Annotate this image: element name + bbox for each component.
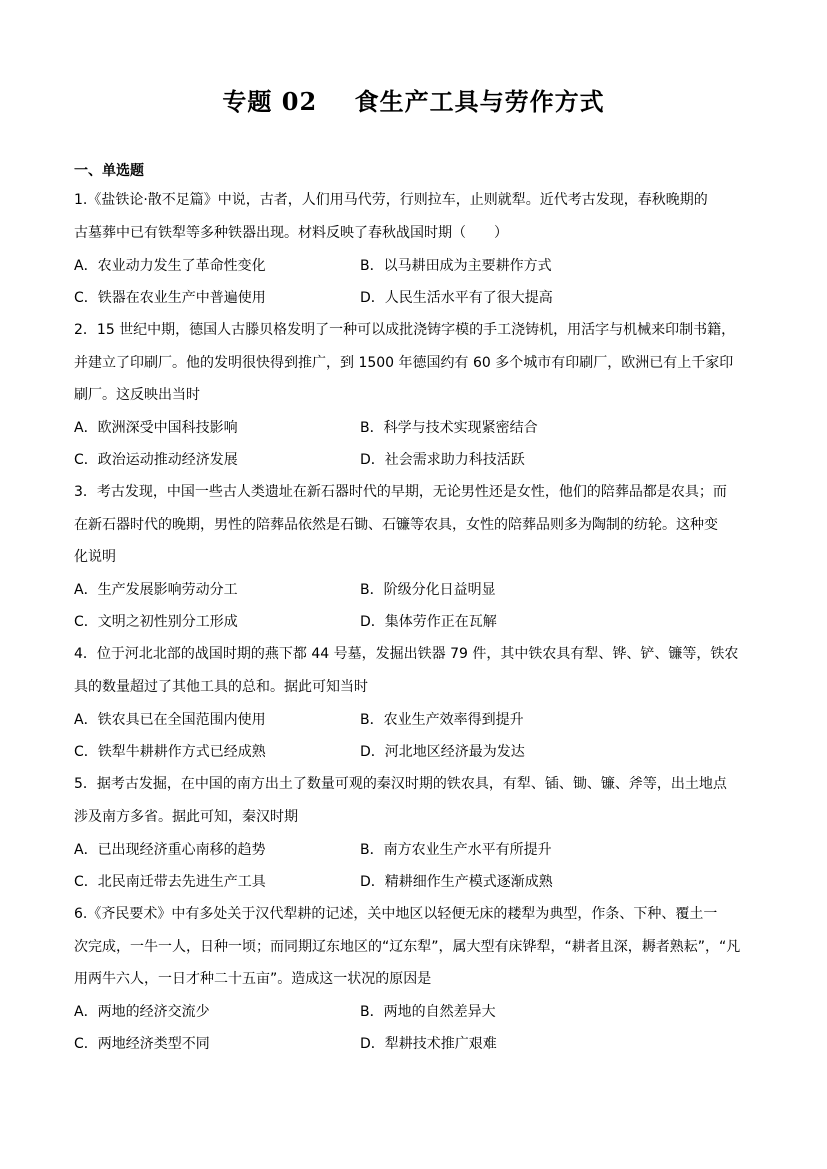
question-1-option-c: C．铁器在农业生产中普遍使用: [74, 290, 266, 306]
question-text-line: 化说明: [74, 549, 116, 565]
question-1-option-b: B．以马耕田成为主要耕作方式: [360, 258, 552, 274]
question-1-stem: [74, 184, 754, 249]
question-4-option-d: D．河北地区经济最为发达: [360, 744, 525, 760]
question-2-option-c: C．政治运动推动经济发展: [74, 452, 238, 468]
question-text-line: 具的数量超过了其他工具的总和。据此可知当时: [74, 678, 368, 695]
question-4-stem: [74, 638, 754, 703]
question-text-line: 在新石器时代的晚期，男性的陪葬品依然是石锄、石镰等农具，女性的陪葬品则多为陶制的纺轮。这种变: [74, 516, 718, 533]
question-3-option-d: D．集体劳作正在瓦解: [360, 614, 497, 630]
question-2-option-a: A．欧洲深受中国科技影响: [74, 420, 238, 436]
question-text-line: 6.《齐民要术》中有多处关于汉代犁耕的记述，关中地区以轻便无床的耧犁为典型，作条、下种、覆土一: [74, 906, 718, 922]
question-5-option-a: A．已出现经济重心南移的趋势: [74, 842, 266, 858]
question-4-option-b: B．农业生产效率得到提升: [360, 712, 524, 728]
question-1-option-a: A．农业动力发生了革命性变化: [74, 258, 266, 274]
question-6-stem: [74, 898, 754, 996]
question-1-option-d: D．人民生活水平有了很大提高: [360, 290, 553, 306]
question-5-option-b: B．南方农业生产水平有所提升: [360, 842, 552, 858]
question-text-line: 次完成，一牛一人，日种一顷；而同期辽东地区的“辽东犁”，属大型有床铧犁，“耕者且深，耨者熟耘”，“凡: [74, 938, 741, 955]
page-title: 专题 02 食生产工具与劳作方式: [222, 87, 605, 116]
question-text-line: 5．据考古发掘，在中国的南方出土了数量可观的秦汉时期的铁农具，有犁、锸、锄、镰、斧等，出土地点: [74, 776, 727, 792]
question-2-stem: [74, 314, 754, 412]
question-6-option-d: D．犁耕技术推广艰难: [360, 1036, 497, 1052]
question-3-option-c: C．文明之初性别分工形成: [74, 614, 238, 630]
question-4-option-c: C．铁犁牛耕耕作方式已经成熟: [74, 744, 266, 760]
question-4-option-a: A．铁农具已在全国范围内使用: [74, 712, 266, 728]
question-text-line: 用两牛六人，一日才种二十五亩”。造成这一状况的原因是: [74, 971, 432, 987]
question-6-option-c: C．两地经济类型不同: [74, 1036, 210, 1052]
question-text-line: 并建立了印刷厂。他的发明很快得到推广，到 1500 年德国约有 60 多个城市有印刷厂，欧洲已有上千家印: [74, 354, 734, 371]
question-2-option-d: D．社会需求助力科技活跃: [360, 452, 525, 468]
section-heading: 一、单选题: [74, 163, 144, 179]
question-2-option-b: B．科学与技术实现紧密结合: [360, 420, 538, 436]
question-5-option-d: D．精耕细作生产模式逐渐成熟: [360, 874, 553, 890]
question-3-option-b: B．阶级分化日益明显: [360, 582, 496, 598]
question-3-stem: [74, 476, 754, 574]
question-text-line: 2．15 世纪中期，德国人古滕贝格发明了一种可以成批浇铸字模的手工浇铸机，用活字与机械来印制书籍，: [74, 322, 736, 338]
question-5-stem: [74, 768, 754, 833]
question-3-option-a: A．生产发展影响劳动分工: [74, 582, 238, 598]
question-text-line: 1.《盐铁论·散不足篇》中说，古者，人们用马代劳，行则拉车，止则就犁。近代考古发现，春秋晚期的: [74, 192, 708, 208]
question-5-option-c: C．北民南迁带去先进生产工具: [74, 874, 266, 890]
question-6-option-a: A．两地的经济交流少: [74, 1004, 210, 1020]
question-text-line: 古墓葬中已有铁犁等多种铁器出现。材料反映了春秋战国时期（ ）: [74, 224, 508, 241]
question-text-line: 3．考古发现，中国一些古人类遗址在新石器时代的早期，无论男性还是女性，他们的陪葬品都是农具；而: [74, 484, 727, 500]
question-6-option-b: B．两地的自然差异大: [360, 1004, 496, 1020]
question-text-line: 刷厂。这反映出当时: [74, 387, 200, 403]
question-text-line: 4．位于河北北部的战国时期的燕下都 44 号墓，发掘出铁器 79 件，其中铁农具有犁、铧、铲、镰等，铁农: [74, 646, 739, 662]
question-text-line: 涉及南方多省。据此可知，秦汉时期: [74, 808, 298, 825]
